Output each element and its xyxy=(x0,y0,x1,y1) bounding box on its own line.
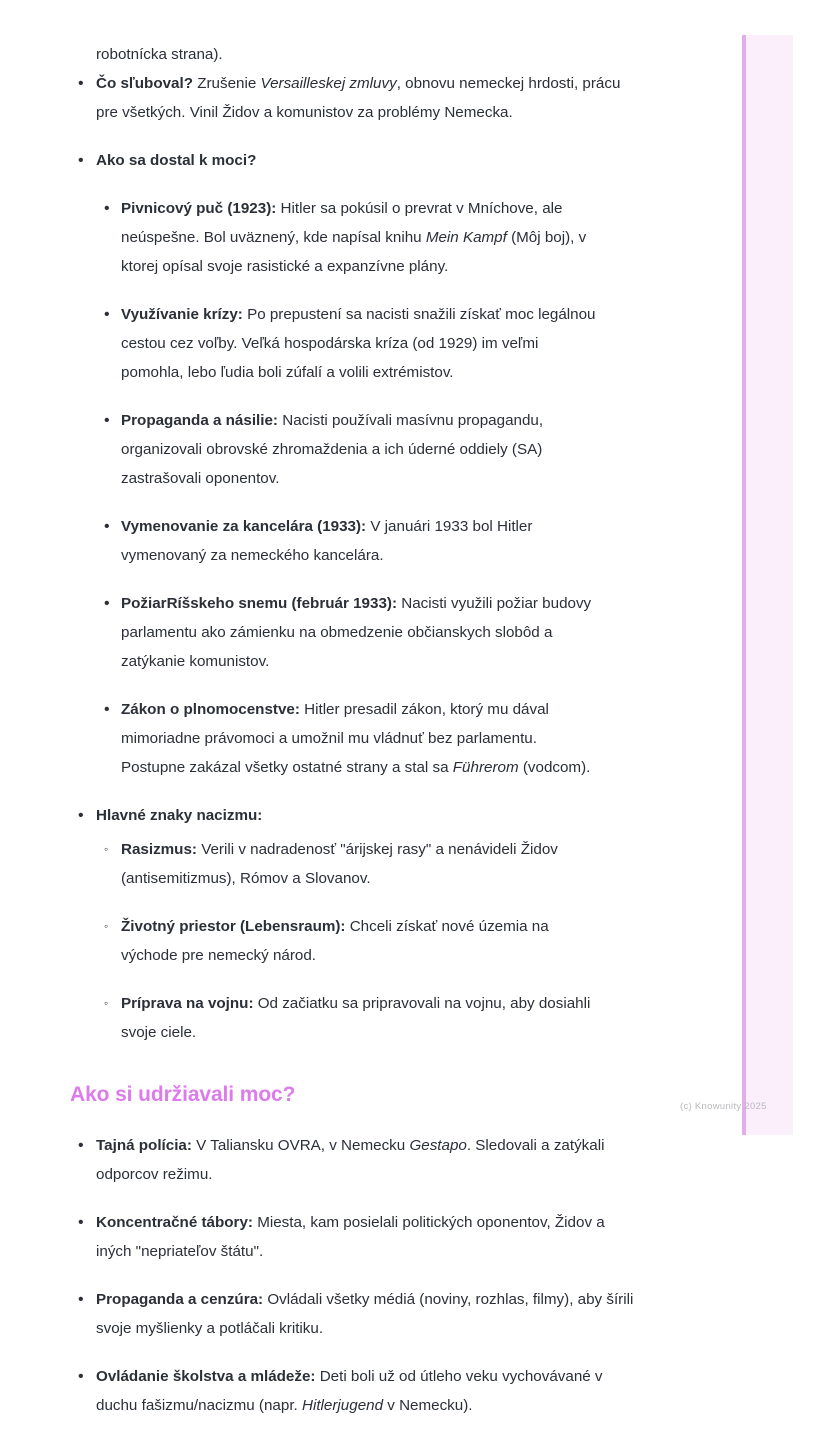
list-item-text: Deti boli už od útleho veku vychovávané v duchu fašizmu/nacizmu (napr. xyxy=(96,1368,603,1414)
list-item-text: Zrušenie xyxy=(192,75,261,92)
list-item-text: V Taliansku OVRA, v Nemecku xyxy=(191,1137,410,1154)
list-item-emphasis: Versailleskej zmluvy xyxy=(260,75,397,92)
section-bullet-list xyxy=(0,1131,700,1420)
bullet-marker: • xyxy=(104,306,110,323)
list-item-lead: Propaganda a násilie: xyxy=(121,412,278,429)
list-item-text: Nacisti využili požiar budovy parlamentu ako zámienku na obmedzenie občianskych slobôd a zatýkanie komunistov. xyxy=(121,595,592,670)
list-item-text: Od začiatku sa pripravovali na vojnu, aby dosiahli svoje ciele. xyxy=(121,995,591,1041)
list-item-lead: Zákon o plnomocenstve: xyxy=(121,701,300,718)
list-item-content xyxy=(96,1368,603,1414)
list-item-content xyxy=(121,995,590,1041)
list-item-lead: Hlavné znaky nacizmu: xyxy=(96,807,263,824)
list-item xyxy=(96,194,642,281)
list-item-lead: Rasizmus: xyxy=(121,841,197,858)
bullet-marker: • xyxy=(104,200,110,217)
list-item-content xyxy=(121,306,596,381)
list-item-lead: Pivnicový puč (1923): xyxy=(121,200,277,217)
list-item-content xyxy=(96,807,262,824)
main-bullet-list xyxy=(0,69,700,1047)
list-item xyxy=(0,69,700,127)
list-item-content xyxy=(121,701,590,776)
list-item-lead: Príprava na vojnu: xyxy=(121,995,254,1012)
bullet-marker: • xyxy=(78,1368,84,1385)
list-item-lead: Životný priestor (Lebensraum): xyxy=(121,918,346,935)
list-item xyxy=(0,1131,700,1189)
list-item xyxy=(96,406,642,493)
bullet-marker: • xyxy=(78,807,84,824)
bullet-marker: • xyxy=(104,412,110,429)
list-item-content xyxy=(96,1137,604,1183)
list-item-lead: Ako sa dostal k moci? xyxy=(96,152,257,169)
list-item xyxy=(0,1285,700,1343)
list-item-lead: Tajná polícia: xyxy=(96,1137,192,1154)
list-item-text: Chceli získať nové územia na východe pre nemecký národ. xyxy=(121,918,549,964)
bullet-marker: • xyxy=(78,1214,84,1231)
list-item xyxy=(96,589,642,676)
list-item-text: , obnovu nemeckej hrdosti, prácu pre všetkých. Vinil Židov a komunistov za problémy Nemecka. xyxy=(96,75,621,121)
list-item xyxy=(0,1208,700,1266)
bullet-marker: • xyxy=(78,1137,84,1154)
list-item-lead: Ovládanie školstva a mládeže: xyxy=(96,1368,316,1385)
bullet-marker-hollow: ◦ xyxy=(104,919,109,933)
list-item xyxy=(96,695,642,782)
list-item-content xyxy=(121,595,591,670)
list-item-lead: Využívanie krízy: xyxy=(121,306,243,323)
list-item xyxy=(0,801,700,1047)
list-item-content xyxy=(96,152,256,169)
list-item-emphasis: Hitlerjugend xyxy=(301,1397,384,1414)
list-item-text: Verili v nadradenosť "árijskej rasy" a nenávideli Židov (antisemitizmus), Rómov a Slovanov. xyxy=(121,841,558,887)
bullet-marker: • xyxy=(78,152,84,169)
continuation-paragraph: robotnícka strana). xyxy=(96,46,223,63)
list-item-text: (Môj boj), v ktorej opísal svoje rasistické a expanzívne plány. xyxy=(121,229,587,275)
list-item-lead: Vymenovanie za kancelára (1933): xyxy=(121,518,367,535)
list-item xyxy=(96,989,642,1047)
list-item-content xyxy=(121,412,543,487)
list-item-text: (vodcom). xyxy=(518,759,591,776)
list-item xyxy=(96,835,642,893)
copyright-watermark: (c) Knowunity 2025 xyxy=(680,1101,767,1112)
list-item-emphasis: Mein Kampf xyxy=(425,229,507,246)
bullet-marker: • xyxy=(104,595,110,612)
decorative-side-strip xyxy=(742,35,793,1135)
bullet-marker: • xyxy=(104,701,110,718)
list-item-content xyxy=(96,75,620,121)
list-item-lead: Čo sľuboval? xyxy=(96,75,193,92)
bullet-marker-hollow: ◦ xyxy=(104,996,109,1010)
list-item-content xyxy=(96,1214,605,1260)
list-item-text: . Sledovali a zatýkali odporcov režimu. xyxy=(96,1137,605,1183)
bullet-marker: • xyxy=(78,1291,84,1308)
list-item-lead: Propaganda a cenzúra: xyxy=(96,1291,264,1308)
list-item-content xyxy=(121,841,558,887)
list-item-content xyxy=(96,1291,633,1337)
list-item-text: Nacisti používali masívnu propagandu, organizovali obrovské zhromaždenia a ich úderné oddiely (SA) zastrašovali oponentov. xyxy=(121,412,544,487)
sub-bullet-list xyxy=(96,835,642,1047)
bullet-marker: • xyxy=(104,518,110,535)
list-item-text: Ovládali všetky médiá (noviny, rozhlas, filmy), aby šírili svoje myšlienky a potláčali kritiku. xyxy=(96,1291,634,1337)
bullet-marker-hollow: ◦ xyxy=(104,842,109,856)
list-item-content xyxy=(121,918,549,964)
list-item xyxy=(96,912,642,970)
list-item-emphasis: Gestapo xyxy=(409,1137,467,1154)
list-item-text: v Nemecku). xyxy=(383,1397,473,1414)
list-item-text: Hitler sa pokúsil o prevrat v Mníchove, ale neúspešne. Bol uväznený, kde napísal knihu xyxy=(121,200,563,246)
section-heading: Ako si udržiavali moc? xyxy=(70,1083,296,1106)
list-item xyxy=(96,300,642,387)
list-item xyxy=(0,146,700,782)
list-item xyxy=(0,1362,700,1420)
list-item-lead: PožiarRíšskeho snemu (február 1933): xyxy=(121,595,398,612)
list-item-text: Hitler presadil zákon, ktorý mu dával mimoriadne právomoci a umožnil mu vládnuť bez parlamentu. Postupne zakázal všetky ostatné strany a stal sa xyxy=(121,701,549,776)
list-item-text: V januári 1933 bol Hitler vymenovaný za nemeckého kancelára. xyxy=(121,518,533,564)
list-item-content xyxy=(121,518,532,564)
list-item-text: Po prepustení sa nacisti snažili získať moc legálnou cestou cez voľby. Veľká hospodárska kríza (od 1929) im veľmi pomohla, lebo ľudia boli zúfalí a volili extrémistov. xyxy=(121,306,596,381)
list-item-emphasis: Führerom xyxy=(452,759,519,776)
list-item-lead: Koncentračné tábory: xyxy=(96,1214,253,1231)
list-item xyxy=(96,512,642,570)
list-item-content xyxy=(121,200,586,275)
list-item-text: Miesta, kam posielali politických oponentov, Židov a iných "nepriateľov štátu". xyxy=(96,1214,605,1260)
sub-bullet-list xyxy=(96,194,642,782)
bullet-marker: • xyxy=(78,75,84,92)
